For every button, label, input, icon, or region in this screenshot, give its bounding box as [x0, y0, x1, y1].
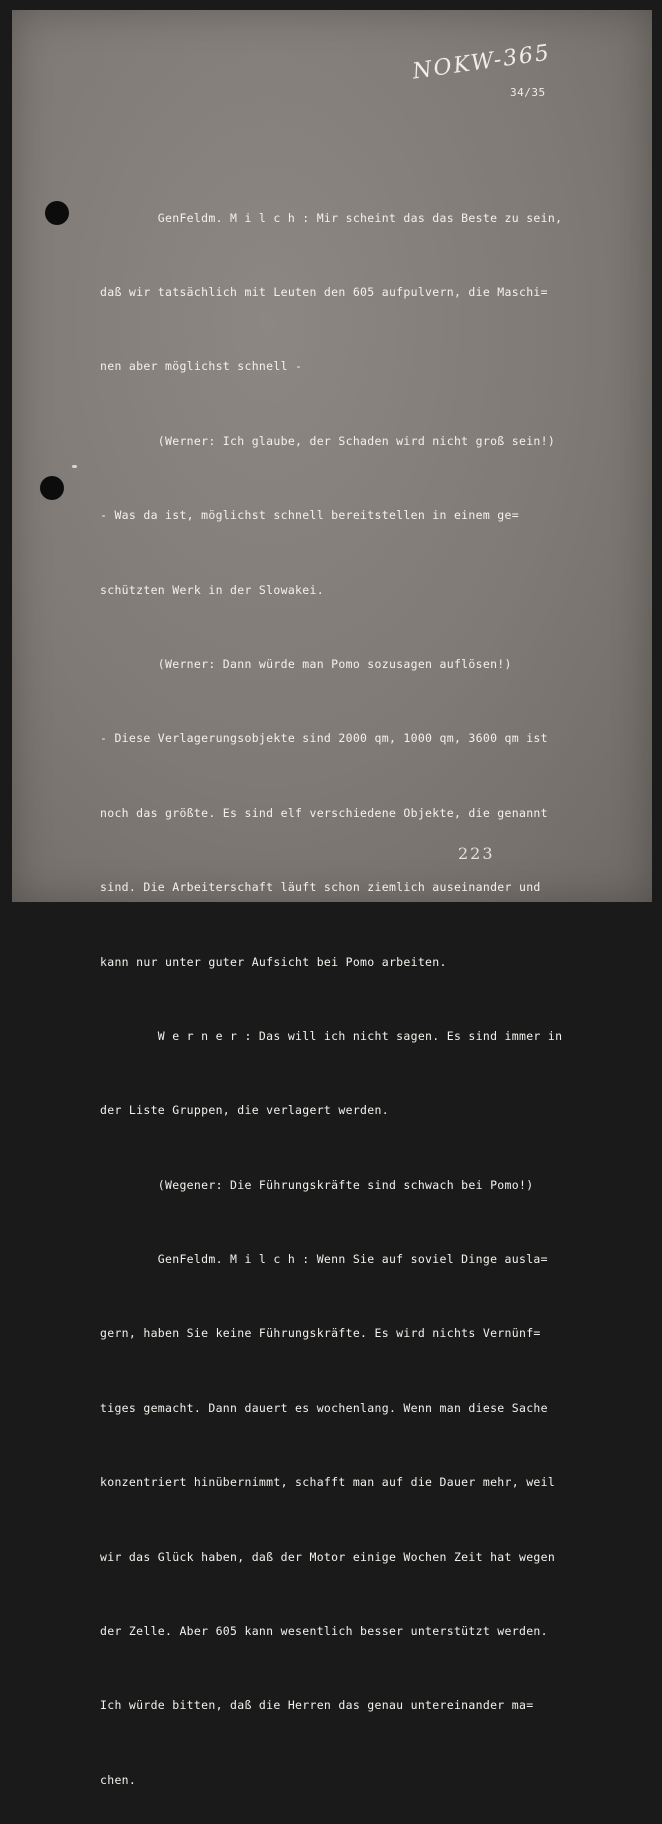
text-line: - Diese Verlagerungsobjekte sind 2000 qm, 1000 qm, 3600 qm ist [100, 731, 548, 746]
text-line: daß wir tatsächlich mit Leuten den 605 aufpulvern, die Maschi= [100, 284, 548, 299]
text-line: Ich würde bitten, daß die Herren das genau untereinander ma= [100, 1698, 534, 1713]
text-line: der Liste Gruppen, die verlagert werden. [100, 1103, 389, 1118]
punch-hole [40, 476, 64, 500]
text-line: tiges gemacht. Dann dauert es wochenlang. Wenn man diese Sache [100, 1400, 548, 1415]
text-line: (Wegener: Die Führungskräfte sind schwach bei Pomo!) [100, 1177, 534, 1192]
text-line: gern, haben Sie keine Führungskräfte. Es wird nichts Vernünf= [100, 1326, 541, 1341]
document-stamp: NOKW-365 [410, 40, 553, 85]
text-line: konzentriert hinübernimmt, schafft man auf die Dauer mehr, weil [100, 1475, 556, 1490]
page-number: 34/35 [510, 86, 546, 99]
text-line: (Werner: Ich glaube, der Schaden wird nicht groß sein!) [100, 433, 556, 448]
document-body [100, 156, 660, 1824]
text-line: nen aber möglichst schnell - [100, 359, 303, 374]
text-line: W e r n e r : Das will ich nicht sagen. Es sind immer in [100, 1028, 563, 1043]
text-line: noch das größte. Es sind elf verschiedene Objekte, die genannt [100, 805, 548, 820]
text-line: (Werner: Dann würde man Pomo sozusagen auflösen!) [100, 656, 512, 671]
text-line: GenFeldm. M i l c h : Mir scheint das das Beste zu sein, [100, 210, 563, 225]
footer-number: 223 [458, 844, 495, 863]
text-line: GenFeldm. M i l c h : Wenn Sie auf soviel Dinge ausla= [100, 1252, 548, 1267]
punch-hole [45, 201, 69, 225]
text-line: - Was da ist, möglichst schnell bereitstellen in einem ge= [100, 508, 519, 523]
text-line: wir das Glück haben, daß der Motor einige Wochen Zeit hat wegen [100, 1549, 556, 1564]
document-page [12, 10, 652, 1787]
text-line: kann nur unter guter Aufsicht bei Pomo arbeiten. [100, 954, 447, 969]
text-line: schützten Werk in der Slowakei. [100, 582, 324, 597]
speck [72, 465, 77, 468]
text-line: sind. Die Arbeiterschaft läuft schon ziemlich auseinander und [100, 880, 541, 895]
text-line: chen. [100, 1772, 137, 1787]
text-line: der Zelle. Aber 605 kann wesentlich besser unterstützt werden. [100, 1624, 548, 1639]
